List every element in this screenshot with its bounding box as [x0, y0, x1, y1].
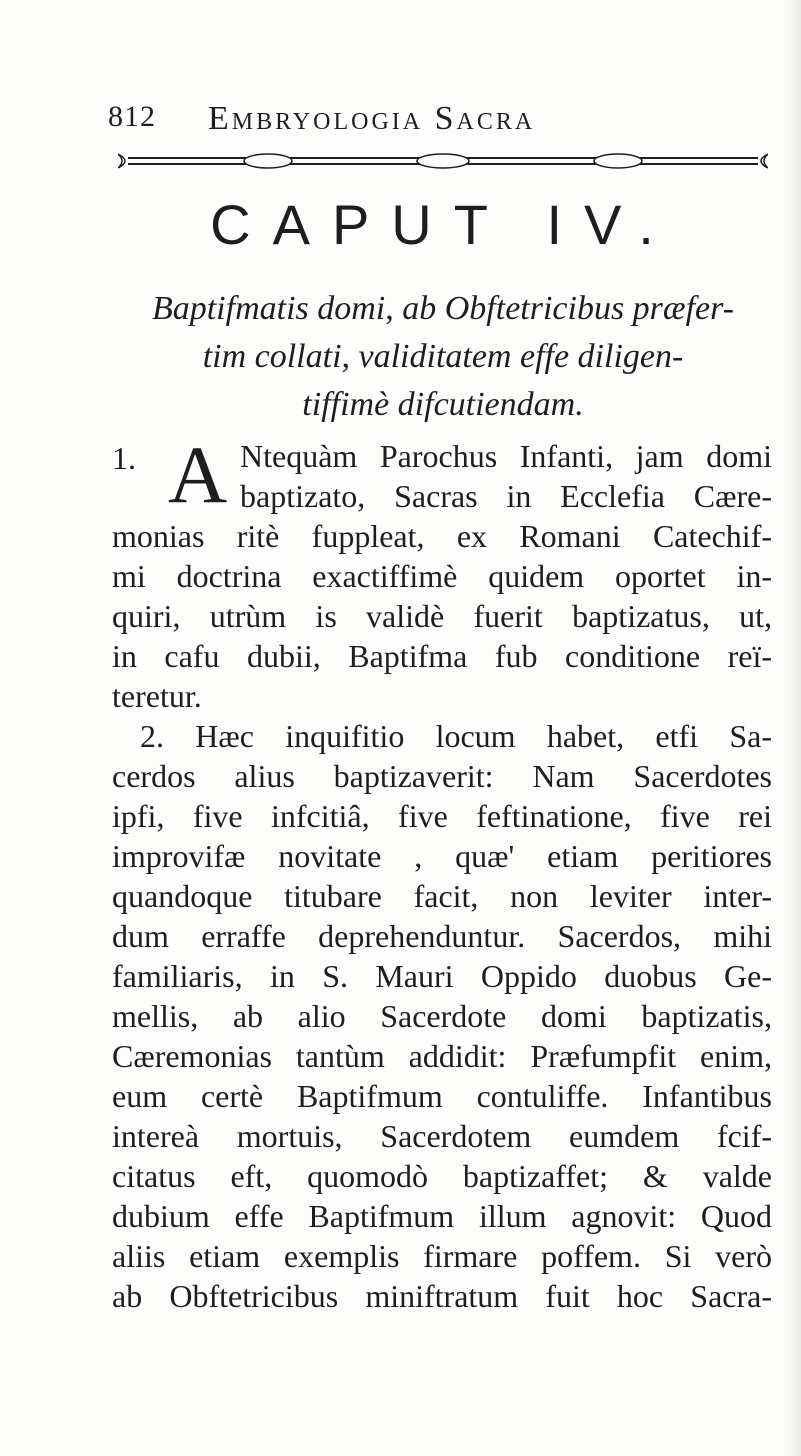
text-line: ab Obftetricibus miniftratum fuit hoc Sacra- [112, 1278, 772, 1314]
text-line: monias ritè fuppleat, ex Romani Catechif- [112, 518, 772, 554]
paragraph-number: 1. [112, 440, 136, 476]
text-line: Cæremonias tantùm addidit: Præfumpfit enim, [112, 1038, 772, 1074]
chapter-summary [118, 285, 768, 429]
running-title: Embryologia Sacra [208, 100, 536, 137]
text-line: intereà mortuis, Sacerdotem eumdem fcif- [112, 1118, 772, 1154]
text-line: mi doctrina exactiffimè quidem oportet in- [112, 558, 772, 594]
text-line: cerdos alius baptizaverit: Nam Sacerdotes [112, 758, 772, 794]
text-line: aliis etiam exemplis firmare poffem. Si verò [112, 1238, 772, 1274]
summary-line: Baptifmatis domi, ab Obftetricibus præfer- [151, 290, 735, 327]
text-line: Ntequàm Parochus Infanti, jam domi [240, 438, 772, 474]
ornamental-rule [118, 150, 768, 172]
text-line: baptizato, Sacras in Ecclefia Cære- [240, 478, 772, 514]
text-line: 2. Hæc inquifitio locum habet, etfi Sa- [140, 718, 772, 754]
text-line: eum certè Baptifmum contuliffe. Infantibus [112, 1078, 772, 1114]
text-line: improvifæ novitate , quæ' etiam peritiores [112, 838, 772, 874]
text-line: quiri, utrùm is validè fuerit baptizatus, ut, [112, 598, 772, 634]
text-line: citatus eft, quomodò baptizaffet; & valde [112, 1158, 772, 1194]
text-line: familiaris, in S. Mauri Oppido duobus Ge- [112, 958, 772, 994]
ornament-flourish [118, 154, 768, 168]
text-line: quandoque titubare facit, non leviter inter- [112, 878, 772, 914]
text-line: dubium effe Baptifmum illum agnovit: Quod [112, 1198, 772, 1234]
drop-cap: A [168, 429, 228, 520]
text-line: teretur. [112, 678, 202, 714]
chapter-heading: CAPUT IV. [210, 193, 676, 256]
text-line: dum erraffe deprehenduntur. Sacerdos, mihi [112, 918, 772, 954]
summary-line: tiffimè difcutiendam. [302, 386, 584, 423]
text-line: ipfi, five infcitiâ, five feftinatione, five rei [112, 798, 772, 834]
text-line: in cafu dubii, Baptifma fub conditione reï- [112, 638, 772, 674]
summary-line: tim collati, validitatem effe diligen- [202, 338, 684, 375]
page-number: 812 [108, 100, 156, 133]
running-head [108, 100, 768, 140]
text-line: mellis, ab alio Sacerdote domi baptizatis, [112, 998, 772, 1034]
page-edge-shadow [783, 0, 801, 1456]
